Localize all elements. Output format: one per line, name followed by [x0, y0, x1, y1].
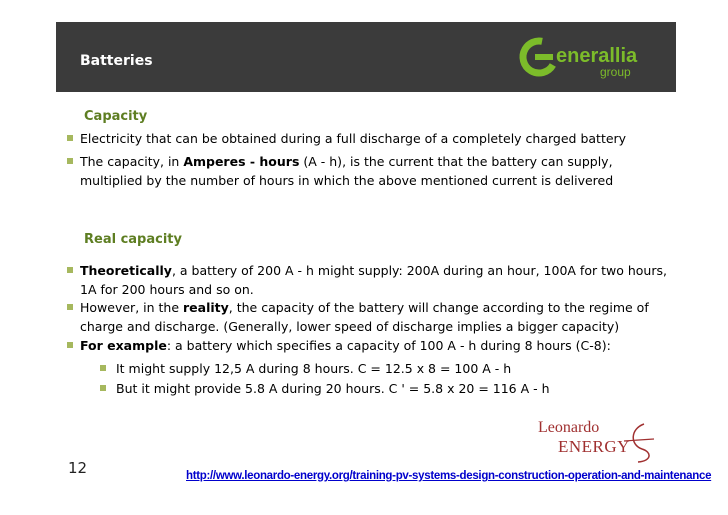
list-item: However, in the reality, the capacity of the battery will change according to the regime of charge and discharge. (Generally, lower speed of discharge implies a bigger capacity): [67, 298, 687, 336]
bullet-square-icon: [67, 267, 73, 273]
list-item: Theoretically, a battery of 200 A - h might supply: 200A during an hour, 100A for two hours, 1A for 200 hours and so on.: [67, 261, 687, 299]
section-title-capacity: Capacity: [84, 109, 148, 124]
bullet-square-icon: [100, 365, 106, 371]
footer-source-link[interactable]: http://www.leonardo-energy.org/training-pv-systems-design-construction-operation-and-maintenance: [186, 470, 712, 482]
list-item: Electricity that can be obtained during a full discharge of a completely charged battery: [67, 129, 667, 148]
generallia-logo: [518, 34, 648, 84]
bullet-square-icon: [67, 135, 73, 141]
leonardo-swirl-icon: [622, 421, 658, 463]
sub-list-item: But it might provide 5.8 A during 20 hours. C ' = 5.8 x 20 = 116 A - h: [100, 379, 660, 398]
list-item: The capacity, in Amperes - hours (A - h), is the current that the battery can supply, multiplied by the number of hours in which the above mentioned current is delivered: [67, 152, 667, 190]
bullet-square-icon: [67, 342, 73, 348]
slide-title: Batteries: [80, 53, 153, 69]
sub-list-item: It might supply 12,5 A during 8 hours. C = 12.5 x 8 = 100 A - h: [100, 359, 660, 378]
logo-sub-text: group: [600, 65, 631, 79]
bullet-square-icon: [100, 385, 106, 391]
slide-number: 12: [68, 459, 88, 477]
bullet-square-icon: [67, 158, 73, 164]
logo-main-text: enerallia: [556, 45, 638, 67]
section-title-real-capacity: Real capacity: [84, 232, 182, 247]
list-item: For example: a battery which specifies a capacity of 100 A - h during 8 hours (C-8):: [67, 336, 687, 355]
leonardo-energy-logo: Leonardo ENERGY: [538, 419, 668, 469]
bullet-square-icon: [67, 304, 73, 310]
